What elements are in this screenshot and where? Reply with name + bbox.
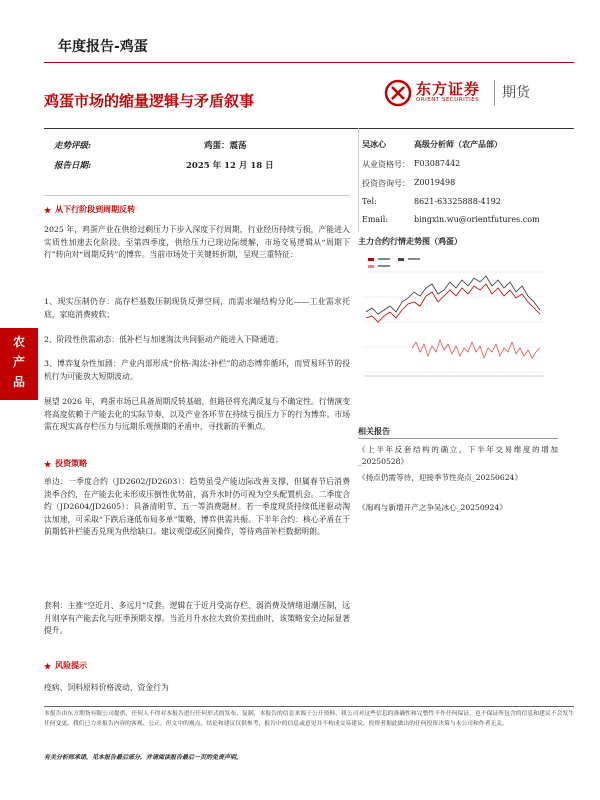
logo-futures: 期货 [502,85,530,101]
legend-label-placeholder-2 [408,258,420,260]
qualification-label: 从业资格号： [362,160,410,169]
legend-swatch-3 [368,265,374,268]
paragraph-risk: 疫病、饲料原料价格波动、资金行为 [44,683,169,692]
section-heading-strategy-text: 投资策略 [55,458,88,468]
section-heading-risk [44,660,87,671]
header-divider [44,62,574,63]
trend-value: 鸡蛋：震荡 [204,141,247,151]
paragraph-single-side: 单边：一季度合约（JD2602/JD2603）：趋势虽受产能边际改善支撑，但属春节后消费淡季合约，在产能去化未形成压倒性优势前，高升水时仍可视为空头配置机会。二季度合约（JD2604/JD2605）：具备清明节、五一等消费题材。若一季度现货持续低迷驱动淘汰加速，可采取“下跌后逢低布局多单”策略，博弈供需共振。下半年合约：核心矛盾在于前期低补栏能否兑现为供给缺口。建议观望或区间操作，等待鸡苗补栏数据明朗。 [44,477,350,537]
category-char-1: 农 [12,335,25,349]
paragraph-arbitrage: 套利：主推“空近月、多远月”反套。逻辑在于近月受高存栏、弱消费及情绪退潮压制，远月则享有产能去化与旺季预期支撑。当近月升水拉大致价差扭曲时，该策略安全边际显著提升。 [44,601,350,636]
author-name: 吴冰心 [362,139,386,149]
logo-mark-icon [384,79,412,107]
trend-label: 走势评级: [54,141,92,151]
date-value: 2025 年 12 月 18 日 [186,161,274,171]
footer-notice: 有关分析师承诺，见本报告最后部分，并请阅读报告最后一页的免责声明。 [44,754,243,761]
related-report-2[interactable]: 《扬点仍需等待，迎接季节性亮点_20250624》 [358,473,522,482]
paragraph-outlook-2026: 展望 2026 年，鸡蛋市场已具备周期反转基础，但路径将充满反复与不确定性。行情演变将高度依赖于产能去化的实际节奏，以及产业各环节在持续亏损压力下的行为博弈。市场需在现实高存栏压力与远期乐观预期的矛盾中，寻找新的平衡点。 [44,397,350,432]
section-heading-strategy [44,458,87,469]
related-divider [358,438,558,439]
footer-divider [44,706,574,707]
email-label: Email: [362,215,389,224]
logo-brand: 东方证券 [416,80,481,98]
logo-english: ORIENT SECURITIES [416,97,480,103]
section-heading-outlook-text: 从下行阶段到周期反转 [55,204,136,214]
related-report-1[interactable]: 《上半年反套结构的确立，下半年交易维度的增加_20250528》 [358,445,558,466]
paragraph-point-3: 3、博弈复杂性加剧：产业内部形成“价格-淘汰-补栏”的动态博弈循环，而贸易环节的投机行为可能放大短期波动。 [44,359,350,381]
legend-swatch-2 [398,258,404,261]
star-icon: ★ [44,204,52,215]
chart-title: 主力合约行情走势图（鸡蛋） [358,236,462,246]
paragraph-intro: 2025 年，鸡蛋产业在供给过剩压力下步入深度下行周期，行业经历持续亏损，产能进入实质性加速去化阶段。至第四季度，供给压力已现边际缓解，市场交易逻辑从“周期下行”转向对“周期反转”的博弈。当前市场处于关键转折期，呈现三重特征： [44,225,350,260]
tel-label: Tel: [362,197,377,206]
category-tab-label [0,332,38,392]
company-logo [382,78,582,110]
paragraph-point-2: 2、阶段性供需动态：低补栏与加速淘汰共同驱动产能进入下降通道； [44,335,283,344]
qualification-value: F03087442 [414,159,461,168]
section-heading-risk-text: 风险提示 [55,660,88,670]
related-report-3[interactable]: 《淘鸡与新增开产之争吴冰心_20250924》 [358,503,507,512]
tel-value: 8621-63325888-4192 [414,197,501,206]
legend-label-placeholder-1 [378,258,390,260]
consult-value: Z0019498 [414,178,456,187]
doc-type-label: 年度报告-鸡蛋 [58,39,148,55]
price-chart [358,252,550,384]
author-divider [358,128,359,232]
consult-label: 投资咨询号： [362,179,410,188]
star-icon: ★ [44,458,52,469]
author-title: 高级分析师（农产品部） [414,139,502,149]
logo-separator [494,80,495,106]
section-heading-outlook [44,204,135,215]
date-label: 报告日期: [54,161,92,171]
report-title: 鸡蛋市场的缩量逻辑与矛盾叙事 [44,92,255,110]
email-link[interactable]: bingxin.wu@orientfutures.com [414,215,540,224]
paragraph-point-1: 1、现实压制仍存：高存栏基数压制现货反弹空间，而需求端结构分化——工业需求托底，家庭消费疲软； [44,297,350,319]
category-char-2: 产 [12,355,25,369]
category-char-3: 品 [12,375,25,389]
section-divider [44,195,350,196]
footer-disclaimer: 本报告由东方期货有限公司提供，任何人不得对本报告进行任何形式的发布、复制，本报告的信息来源于公开资料，我公司对这些信息的准确性和完整性不作任何保证，也不保证所包含的信息和建议不会发生任何变更。我们已力求报告内容的客观、公正，但文中的观点、结论和建议仅供参考，报告中的信息或意见并不构成交易建议，投资者据此做出的任何投资决策与本公司和作者无关。 [44,711,574,727]
title-divider [44,128,574,129]
legend-swatch-1 [368,258,374,261]
related-heading: 相关报告 [358,426,390,436]
star-icon: ★ [44,660,52,671]
legend-label-placeholder-3 [378,265,390,267]
